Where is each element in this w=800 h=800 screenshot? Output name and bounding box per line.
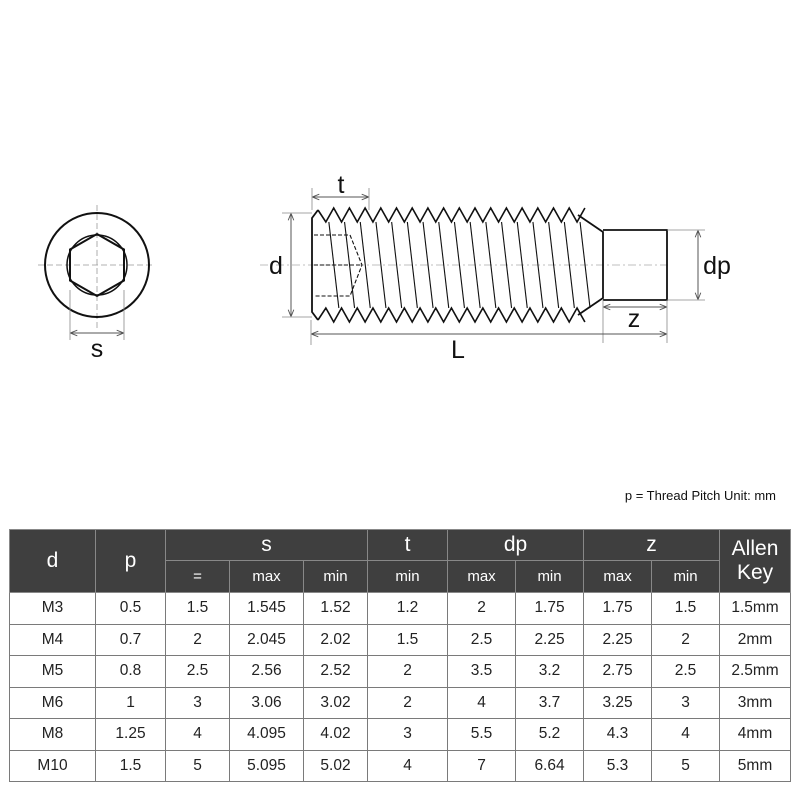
- cell-d: M8: [10, 719, 96, 751]
- cell-s-max: 2.045: [230, 624, 304, 656]
- cell-s-nominal: 3: [166, 687, 230, 719]
- col-header-dp: dp: [448, 530, 584, 561]
- cell-t-min: 1.2: [368, 593, 448, 625]
- cell-t-min: 2: [368, 687, 448, 719]
- cell-s-min: 2.02: [304, 624, 368, 656]
- cell-z-max: 3.25: [584, 687, 652, 719]
- cell-dp-max: 5.5: [448, 719, 516, 751]
- cell-s-nominal: 5: [166, 750, 230, 782]
- dim-label-s: s: [90, 335, 104, 363]
- dim-label-d: d: [269, 252, 283, 280]
- cell-z-min: 1.5: [652, 593, 720, 625]
- cell-s-max: 2.56: [230, 656, 304, 688]
- dim-label-L: L: [451, 336, 465, 364]
- col-header-allen-key: Allen Key: [720, 530, 791, 593]
- dim-label-z: z: [627, 305, 641, 333]
- cell-d: M10: [10, 750, 96, 782]
- col-header-z: z: [584, 530, 720, 561]
- cell-z-max: 2.25: [584, 624, 652, 656]
- cell-p: 1.25: [96, 719, 166, 751]
- sub-header-s-nominal: =: [166, 561, 230, 593]
- cell-dp-max: 3.5: [448, 656, 516, 688]
- cell-allen-key: 5mm: [720, 750, 791, 782]
- cell-s-max: 1.545: [230, 593, 304, 625]
- cell-s-min: 4.02: [304, 719, 368, 751]
- socket-hidden-lines: [314, 235, 362, 296]
- cell-s-nominal: 2.5: [166, 656, 230, 688]
- spec-table: [9, 529, 791, 782]
- cell-dp-min: 5.2: [516, 719, 584, 751]
- table-row: [10, 687, 791, 719]
- cell-z-min: 3: [652, 687, 720, 719]
- cell-t-min: 2: [368, 656, 448, 688]
- cell-t-min: 1.5: [368, 624, 448, 656]
- cell-d: M5: [10, 656, 96, 688]
- cell-z-max: 2.75: [584, 656, 652, 688]
- sub-header-dp-min: min: [516, 561, 584, 593]
- cell-s-max: 3.06: [230, 687, 304, 719]
- cell-t-min: 3: [368, 719, 448, 751]
- cell-d: M4: [10, 624, 96, 656]
- cell-z-min: 4: [652, 719, 720, 751]
- dim-label-t: t: [337, 171, 345, 199]
- cell-t-min: 4: [368, 750, 448, 782]
- cell-p: 1.5: [96, 750, 166, 782]
- cell-s-nominal: 2: [166, 624, 230, 656]
- cell-s-min: 2.52: [304, 656, 368, 688]
- spec-table-body: [10, 593, 791, 782]
- sub-header-t-min: min: [368, 561, 448, 593]
- cell-s-min: 1.52: [304, 593, 368, 625]
- cell-allen-key: 3mm: [720, 687, 791, 719]
- unit-note: p = Thread Pitch Unit: mm: [624, 488, 776, 503]
- cell-p: 1: [96, 687, 166, 719]
- cell-z-min: 2.5: [652, 656, 720, 688]
- thread-teeth-top: [318, 208, 585, 222]
- cell-s-nominal: 1.5: [166, 593, 230, 625]
- table-row: [10, 750, 791, 782]
- cell-allen-key: 1.5mm: [720, 593, 791, 625]
- cell-allen-key: 2.5mm: [720, 656, 791, 688]
- col-header-d: d: [10, 530, 96, 593]
- cell-dp-min: 6.64: [516, 750, 584, 782]
- table-row: [10, 719, 791, 751]
- cell-s-max: 5.095: [230, 750, 304, 782]
- header-row-main: [10, 530, 791, 561]
- cell-dp-max: 2: [448, 593, 516, 625]
- end-view: [38, 205, 155, 363]
- cell-p: 0.8: [96, 656, 166, 688]
- cell-dp-min: 2.25: [516, 624, 584, 656]
- cell-s-min: 3.02: [304, 687, 368, 719]
- table-row: [10, 593, 791, 625]
- cell-allen-key: 4mm: [720, 719, 791, 751]
- cell-allen-key: 2mm: [720, 624, 791, 656]
- cell-dp-max: 4: [448, 687, 516, 719]
- table-row: [10, 656, 791, 688]
- cell-s-min: 5.02: [304, 750, 368, 782]
- cell-z-max: 1.75: [584, 593, 652, 625]
- side-view: [260, 171, 731, 364]
- cell-z-max: 4.3: [584, 719, 652, 751]
- cell-dp-max: 2.5: [448, 624, 516, 656]
- cell-z-min: 2: [652, 624, 720, 656]
- cell-dp-min: 1.75: [516, 593, 584, 625]
- cell-p: 0.7: [96, 624, 166, 656]
- table-row: [10, 624, 791, 656]
- cell-z-min: 5: [652, 750, 720, 782]
- cell-p: 0.5: [96, 593, 166, 625]
- cell-dp-max: 7: [448, 750, 516, 782]
- cell-d: M3: [10, 593, 96, 625]
- cell-dp-min: 3.2: [516, 656, 584, 688]
- sub-header-s-min: min: [304, 561, 368, 593]
- thread-teeth-bottom: [318, 308, 585, 322]
- col-header-p: p: [96, 530, 166, 593]
- cell-s-nominal: 4: [166, 719, 230, 751]
- cell-d: M6: [10, 687, 96, 719]
- sub-header-dp-max: max: [448, 561, 516, 593]
- sub-header-z-max: max: [584, 561, 652, 593]
- col-header-t: t: [368, 530, 448, 561]
- sub-header-z-min: min: [652, 561, 720, 593]
- cell-s-max: 4.095: [230, 719, 304, 751]
- cell-dp-min: 3.7: [516, 687, 584, 719]
- cell-z-max: 5.3: [584, 750, 652, 782]
- col-header-s: s: [166, 530, 368, 561]
- sub-header-s-max: max: [230, 561, 304, 593]
- dim-label-dp: dp: [703, 252, 731, 280]
